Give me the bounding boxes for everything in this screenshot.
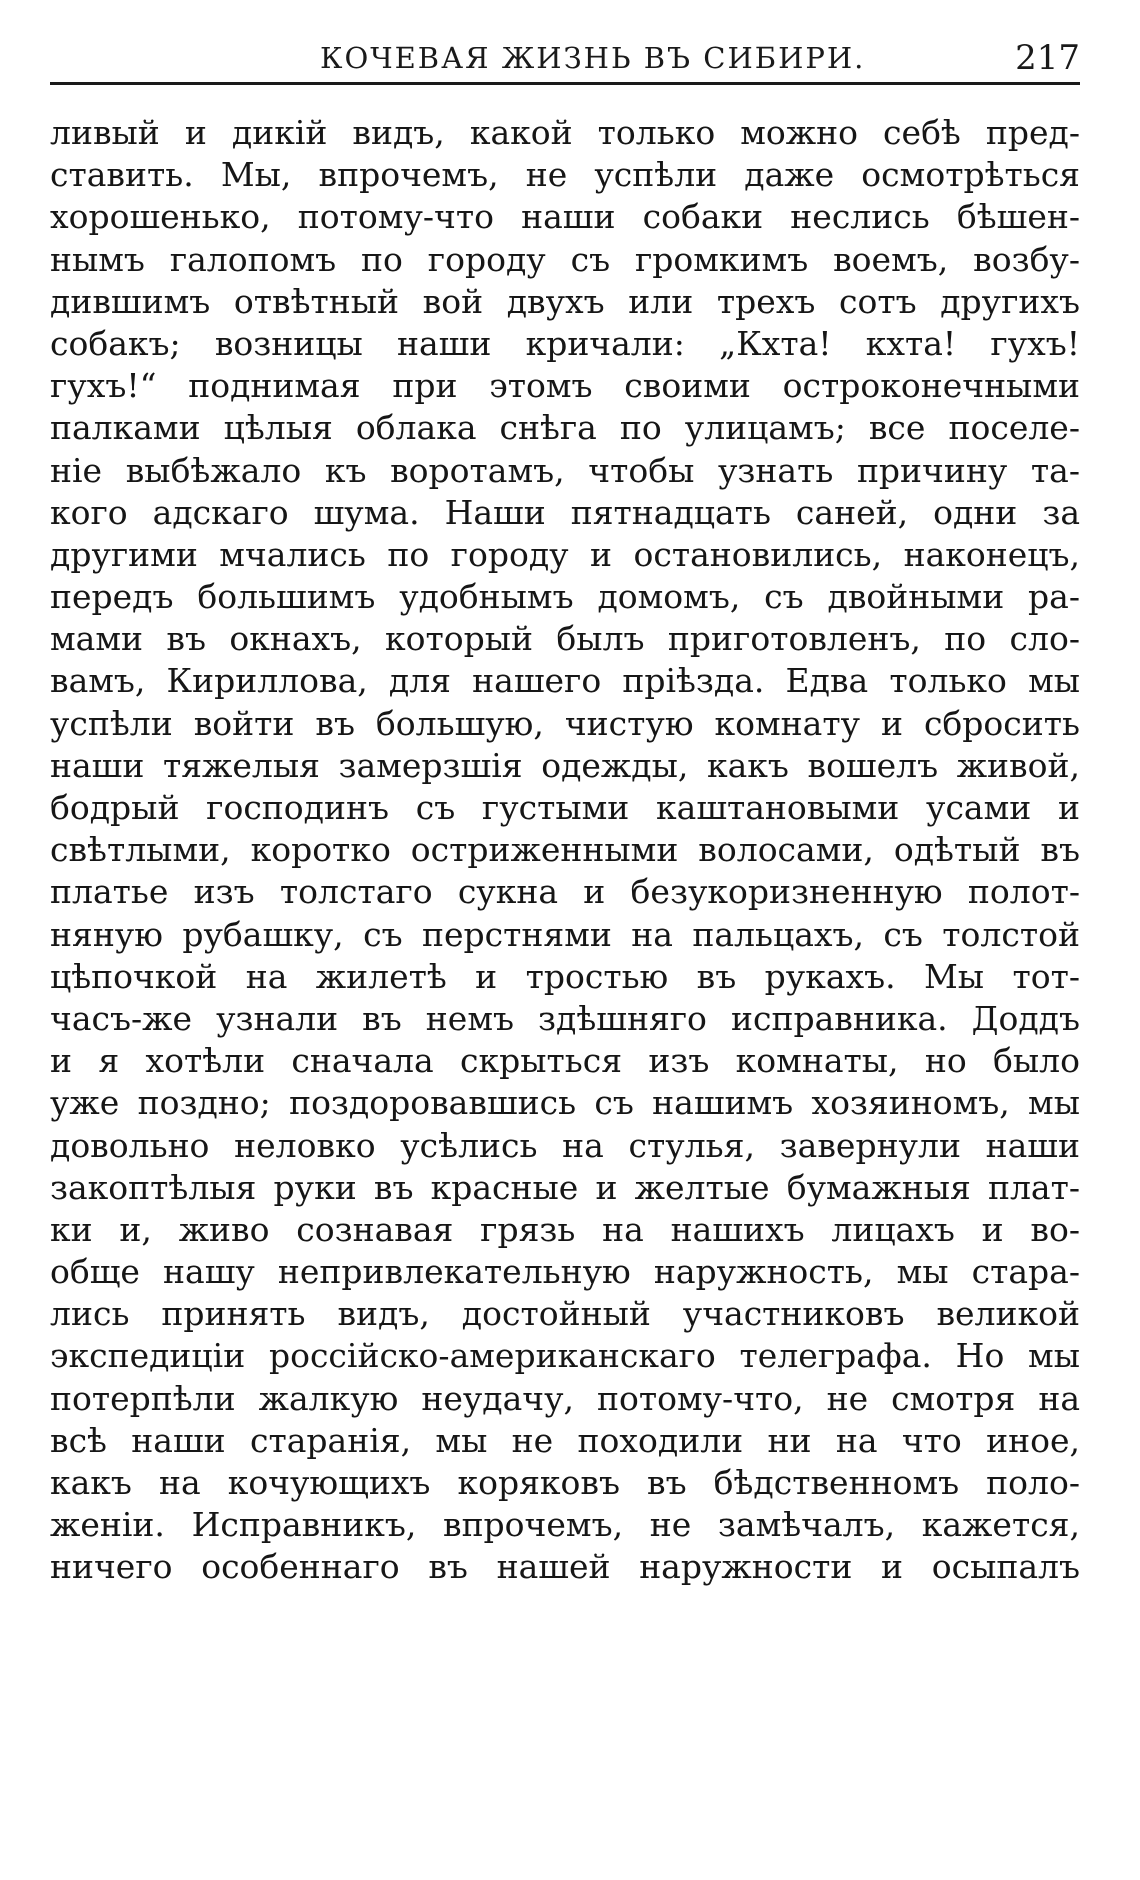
text-line: женіи. Исправникъ, впрочемъ, не замѣчалъ, кажется, [50,1505,1080,1545]
text-line: мами въ окнахъ, который былъ приготовленъ, по сло- [50,619,1080,659]
text-line: ки и, живо сознавая грязь на нашихъ лицахъ и во- [50,1209,1080,1249]
text-line: экспедиціи россійско-американскаго телеграфа. Но мы [50,1336,1080,1376]
text-line: ничего особеннаго въ нашей наружности и осыпалъ [50,1547,1080,1587]
text-line: гухъ!“ поднимая при этомъ своими остроконечными [50,366,1080,406]
text-line: довольно неловко усѣлись на стулья, завернули наши [50,1125,1080,1165]
text-line: цѣпочкой на жилетѣ и тростью въ рукахъ. Мы тот- [50,956,1080,996]
text-line: дившимъ отвѣтный вой двухъ или трехъ сотъ другихъ [50,281,1080,321]
text-line: лись принять видъ, достойный участниковъ великой [50,1294,1080,1334]
body-text [50,112,1080,1589]
text-line: хорошенько, потому-что наши собаки неслись бѣшен- [50,197,1080,237]
text-line: и я хотѣли сначала скрыться изъ комнаты, но было [50,1041,1080,1081]
text-line: палками цѣлыя облака снѣга по улицамъ; все поселе- [50,408,1080,448]
text-line: нымъ галопомъ по городу съ громкимъ воемъ, возбу- [50,239,1080,279]
text-line: ставить. Мы, впрочемъ, не успѣли даже осмотрѣться [50,155,1080,195]
text-line: потерпѣли жалкую неудачу, потому-что, не смотря на [50,1378,1080,1418]
text-line: свѣтлыми, коротко остриженными волосами, одѣтый въ [50,830,1080,870]
text-line: ливый и дикій видъ, какой только можно себѣ пред- [50,113,1080,152]
running-head [50,34,1080,82]
page-number: 217 [1015,38,1080,78]
text-line: бодрый господинъ съ густыми каштановыми усами и [50,788,1080,827]
text-line: платье изъ толстаго сукна и безукоризненную полот- [50,872,1080,912]
text-line: обще нашу непривлекательную наружность, мы стара- [50,1252,1080,1292]
text-line: какъ на кочующихъ коряковъ въ бѣдственномъ поло- [50,1463,1080,1502]
text-line: закоптѣлыя руки въ красные и желтые бумажныя плат- [50,1167,1080,1207]
text-line: уже поздно; поздоровавшись съ нашимъ хозяиномъ, мы [50,1083,1080,1123]
header-rule [50,82,1080,85]
text-line: всѣ наши старанія, мы не походили ни на что иное, [50,1420,1080,1460]
text-line: вамъ, Кириллова, для нашего пріѣзда. Едва только мы [50,661,1080,701]
text-line: наши тяжелыя замерзшія одежды, какъ вошелъ живой, [50,745,1080,785]
text-line: собакъ; возницы наши кричали: „Кхта! кхта! гухъ! [50,323,1080,363]
text-line: кого адскаго шума. Наши пятнадцать саней, одни за [50,492,1080,532]
text-line: ніе выбѣжало къ воротамъ, чтобы узнать причину та- [50,450,1080,490]
text-line: няную рубашку, съ перстнями на пальцахъ, съ толстой [50,914,1080,954]
text-line: передъ большимъ удобнымъ домомъ, съ двойными ра- [50,577,1080,617]
text-line: часъ-же узнали въ немъ здѣшняго исправника. Доддъ [50,998,1080,1038]
text-line: другими мчались по городу и остановились, наконецъ, [50,534,1080,574]
running-title: КОЧЕВАЯ ЖИЗНЬ ВЪ СИБИРИ. [320,41,866,75]
text-line: успѣли войти въ большую, чистую комнату и сбросить [50,703,1080,743]
